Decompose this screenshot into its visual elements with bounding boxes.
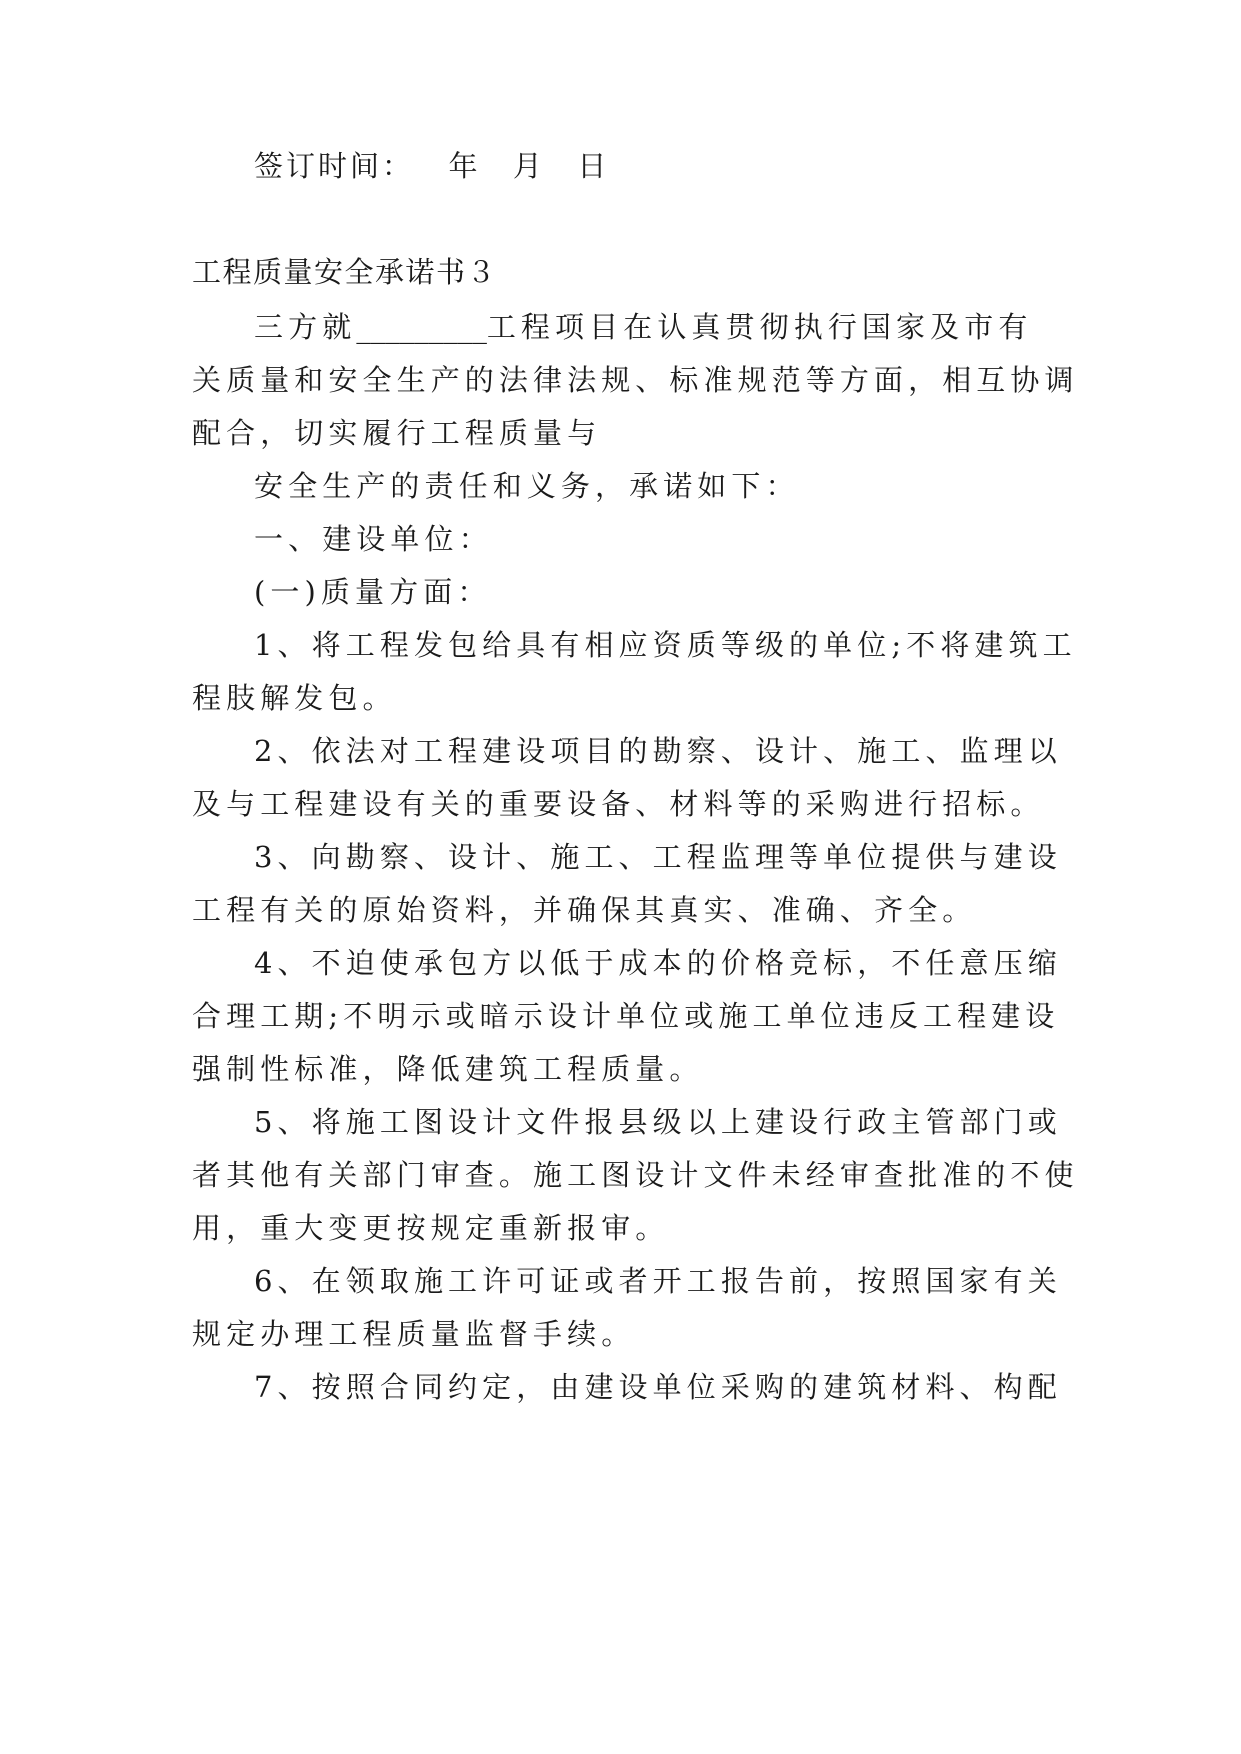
item-1-line-2: 程肢解发包。 <box>192 681 397 715</box>
document-title: 工程质量安全承诺书３ <box>192 255 498 289</box>
item-7-line-1: 7、按照合同约定，由建设单位采购的建筑材料、构配 <box>254 1370 1062 1404</box>
project-name-blank: _________ <box>356 310 487 344</box>
item-2-line-1: 2、依法对工程建设项目的勘察、设计、施工、监理以 <box>254 734 1062 768</box>
intro-line-4: 安全生产的责任和义务，承诺如下： <box>254 469 800 503</box>
item-3-line-2: 工程有关的原始资料，并确保其真实、准确、齐全。 <box>192 893 977 927</box>
item-6-line-1: 6、在领取施工许可证或者开工报告前，按照国家有关 <box>254 1264 1062 1298</box>
signing-year: 年 <box>448 149 481 183</box>
signing-month: 月 <box>512 149 545 183</box>
item-5-line-2: 者其他有关部门审查。施工图设计文件未经审查批准的不使 <box>192 1158 1079 1192</box>
subsection-heading: (一)质量方面： <box>254 575 492 609</box>
section-heading: 一、建设单位： <box>254 522 493 556</box>
signing-day: 日 <box>577 149 610 183</box>
intro-line-1-rest: 工程项目在认真贯彻执行国家及市有 <box>486 310 1033 344</box>
item-4-line-3: 强制性标准，降低建筑工程质量。 <box>192 1052 704 1086</box>
item-5-line-3: 用，重大变更按规定重新报审。 <box>192 1211 670 1245</box>
intro-prefix: 三方就 <box>254 310 357 344</box>
item-2-line-2: 及与工程建设有关的重要设备、材料等的采购进行招标。 <box>192 787 1045 821</box>
item-3-line-1: 3、向勘察、设计、施工、工程监理等单位提供与建设 <box>254 840 1062 874</box>
signing-date-label: 签订时间： <box>254 149 415 183</box>
intro-line-2: 关质量和安全生产的法律法规、标准规范等方面，相互协调 <box>192 363 1079 397</box>
item-1-line-1: 1、将工程发包给具有相应资质等级的单位;不将建筑工 <box>254 628 1077 662</box>
intro-line-3: 配合，切实履行工程质量与 <box>192 416 602 450</box>
item-4-line-1: 4、不迫使承包方以低于成本的价格竞标，不任意压缩 <box>254 946 1062 980</box>
item-5-line-1: 5、将施工图设计文件报县级以上建设行政主管部门或 <box>254 1105 1062 1139</box>
intro-line-1 <box>254 307 1032 347</box>
signing-date-line <box>254 146 609 186</box>
item-4-line-2: 合理工期;不明示或暗示设计单位或施工单位违反工程建设 <box>192 999 1060 1033</box>
item-6-line-2: 规定办理工程质量监督手续。 <box>192 1317 636 1351</box>
